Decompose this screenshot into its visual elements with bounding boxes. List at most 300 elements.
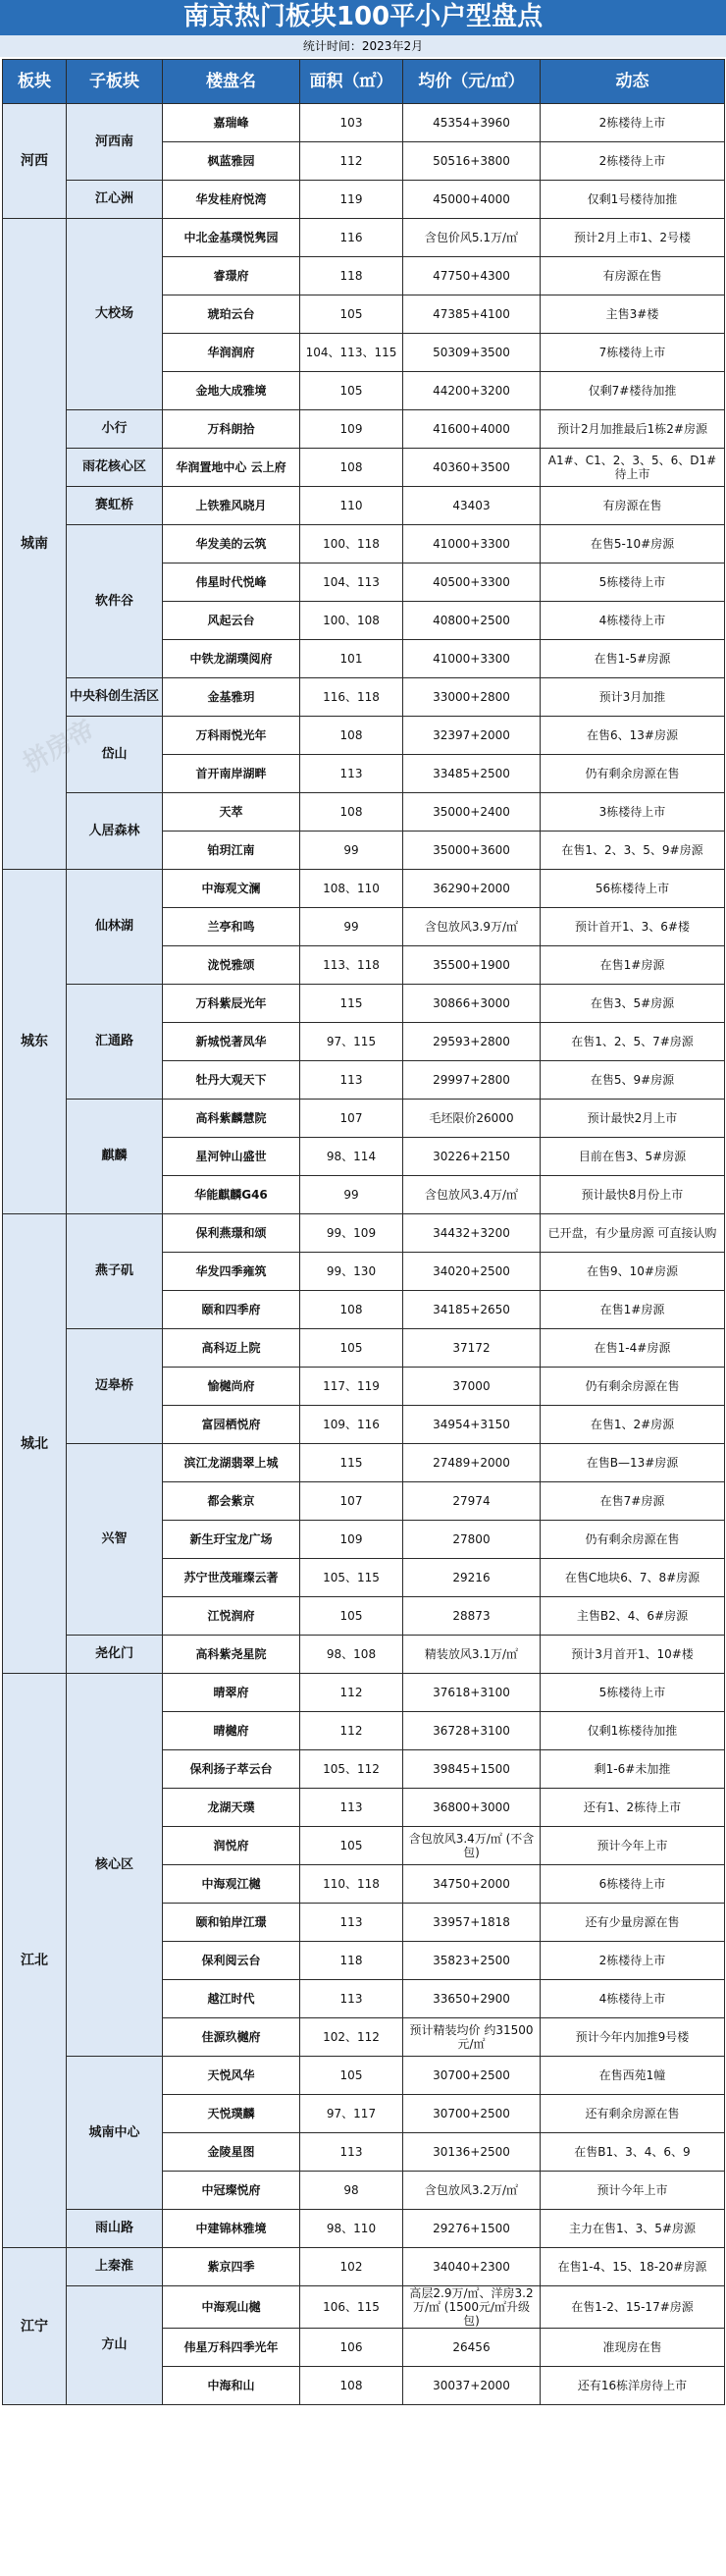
project-cell: 中建锦林雅境 xyxy=(163,2210,300,2248)
area-cell: 98、110 xyxy=(300,2210,403,2248)
news-cell: 预计今年上市 xyxy=(541,2172,725,2210)
news-cell: 2栋楼待上市 xyxy=(541,1942,725,1980)
table-row xyxy=(3,410,725,449)
news-cell: 仅剩7#楼待加推 xyxy=(541,372,725,410)
price-cell: 41600+4000 xyxy=(403,410,541,449)
price-cell: 30037+2000 xyxy=(403,2367,541,2405)
area-cell: 99 xyxy=(300,908,403,946)
project-cell: 江悦润府 xyxy=(163,1597,300,1636)
area-cell: 105 xyxy=(300,2057,403,2095)
news-cell: 预计首开1、3、6#楼 xyxy=(541,908,725,946)
project-cell: 新生玗宝龙广场 xyxy=(163,1521,300,1559)
news-cell: 4栋楼待上市 xyxy=(541,602,725,640)
news-cell: 在售1-4#房源 xyxy=(541,1329,725,1368)
news-cell: 目前在售3、5#房源 xyxy=(541,1138,725,1176)
area-cell: 113 xyxy=(300,1904,403,1942)
price-cell: 含包放风3.4万/㎡ (不含包) xyxy=(403,1827,541,1865)
news-cell: 仍有剩余房源在售 xyxy=(541,1368,725,1406)
news-cell: 7栋楼待上市 xyxy=(541,334,725,372)
area-cell: 113 xyxy=(300,755,403,793)
table-row xyxy=(3,104,725,142)
price-cell: 35823+2500 xyxy=(403,1942,541,1980)
plate-cell: 城东 xyxy=(3,870,67,1214)
project-cell: 华发四季雍筑 xyxy=(163,1253,300,1291)
price-cell: 34185+2650 xyxy=(403,1291,541,1329)
property-table xyxy=(2,59,725,2405)
project-cell: 铂玥江南 xyxy=(163,832,300,870)
table-row xyxy=(3,1100,725,1138)
project-cell: 首开南岸湖畔 xyxy=(163,755,300,793)
area-cell: 98、114 xyxy=(300,1138,403,1176)
project-cell: 天悦风华 xyxy=(163,2057,300,2095)
area-cell: 112 xyxy=(300,1712,403,1750)
news-cell: 在售7#房源 xyxy=(541,1482,725,1521)
area-cell: 99、109 xyxy=(300,1214,403,1253)
news-cell: 还有剩余房源在售 xyxy=(541,2095,725,2133)
price-cell: 29997+2800 xyxy=(403,1061,541,1100)
subplate-cell: 汇通路 xyxy=(67,985,163,1100)
area-cell: 109、116 xyxy=(300,1406,403,1444)
subplate-cell: 城南中心 xyxy=(67,2057,163,2210)
price-cell: 35000+3600 xyxy=(403,832,541,870)
area-cell: 108 xyxy=(300,1291,403,1329)
news-cell: 在售5-10#房源 xyxy=(541,525,725,564)
price-cell: 47385+4100 xyxy=(403,295,541,334)
area-cell: 108 xyxy=(300,2367,403,2405)
price-cell: 33485+2500 xyxy=(403,755,541,793)
subplate-cell: 上秦淮 xyxy=(67,2248,163,2286)
price-cell: 33000+2800 xyxy=(403,678,541,717)
news-cell: A1#、C1、2、3、5、6、D1#待上市 xyxy=(541,449,725,487)
project-cell: 枫蓝雅园 xyxy=(163,142,300,181)
news-cell: 仍有剩余房源在售 xyxy=(541,1521,725,1559)
project-cell: 万科朗拾 xyxy=(163,410,300,449)
news-cell: 在售3、5#房源 xyxy=(541,985,725,1023)
news-cell: 在售1#房源 xyxy=(541,1291,725,1329)
project-cell: 金基雅玥 xyxy=(163,678,300,717)
header-plate: 板块 xyxy=(3,60,67,104)
subplate-cell: 河西南 xyxy=(67,104,163,181)
price-cell: 37618+3100 xyxy=(403,1674,541,1712)
subplate-cell: 方山 xyxy=(67,2286,163,2405)
news-cell: 还有16栋洋房待上市 xyxy=(541,2367,725,2405)
price-cell: 36728+3100 xyxy=(403,1712,541,1750)
news-cell: 已开盘，有少量房源 可直接认购 xyxy=(541,1214,725,1253)
area-cell: 105 xyxy=(300,1597,403,1636)
area-cell: 105、115 xyxy=(300,1559,403,1597)
project-cell: 中北金基璞悦隽园 xyxy=(163,219,300,257)
subplate-cell: 麒麟 xyxy=(67,1100,163,1214)
project-cell: 星河钟山盛世 xyxy=(163,1138,300,1176)
project-cell: 伟星万科四季光年 xyxy=(163,2329,300,2367)
project-cell: 中海观山樾 xyxy=(163,2286,300,2329)
area-cell: 104、113、115 xyxy=(300,334,403,372)
table-row xyxy=(3,793,725,832)
price-cell: 29216 xyxy=(403,1559,541,1597)
project-cell: 中海观江樾 xyxy=(163,1865,300,1904)
price-cell: 50309+3500 xyxy=(403,334,541,372)
project-cell: 华发桂府悦湾 xyxy=(163,181,300,219)
project-cell: 保利阅云台 xyxy=(163,1942,300,1980)
area-cell: 108 xyxy=(300,449,403,487)
news-cell: 在售9、10#房源 xyxy=(541,1253,725,1291)
project-cell: 兰亭和鸣 xyxy=(163,908,300,946)
price-cell: 37172 xyxy=(403,1329,541,1368)
header-subplate: 子板块 xyxy=(67,60,163,104)
area-cell: 116 xyxy=(300,219,403,257)
area-cell: 110 xyxy=(300,487,403,525)
project-cell: 苏宁世茂璀璨云著 xyxy=(163,1559,300,1597)
area-cell: 110、118 xyxy=(300,1865,403,1904)
area-cell: 99、130 xyxy=(300,1253,403,1291)
price-cell: 40360+3500 xyxy=(403,449,541,487)
subplate-cell: 小行 xyxy=(67,410,163,449)
news-cell: 在售6、13#房源 xyxy=(541,717,725,755)
project-cell: 嘉瑞峰 xyxy=(163,104,300,142)
table-row xyxy=(3,1674,725,1712)
project-cell: 颐和铂岸江璟 xyxy=(163,1904,300,1942)
plate-cell: 江北 xyxy=(3,1674,67,2248)
area-cell: 108、110 xyxy=(300,870,403,908)
area-cell: 106、115 xyxy=(300,2286,403,2329)
area-cell: 105 xyxy=(300,1827,403,1865)
price-cell: 27489+2000 xyxy=(403,1444,541,1482)
price-cell: 33957+1818 xyxy=(403,1904,541,1942)
header-news: 动态 xyxy=(541,60,725,104)
table-row xyxy=(3,449,725,487)
project-cell: 金地大成雅境 xyxy=(163,372,300,410)
news-cell: 3栋楼待上市 xyxy=(541,793,725,832)
area-cell: 119 xyxy=(300,181,403,219)
project-cell: 保利扬子萃云台 xyxy=(163,1750,300,1789)
project-cell: 中冠璨悦府 xyxy=(163,2172,300,2210)
subplate-cell: 江心洲 xyxy=(67,181,163,219)
area-cell: 113 xyxy=(300,1980,403,2018)
news-cell: 预计2月上市1、2号楼 xyxy=(541,219,725,257)
area-cell: 118 xyxy=(300,257,403,295)
news-cell: 剩1-6#未加推 xyxy=(541,1750,725,1789)
price-cell: 27974 xyxy=(403,1482,541,1521)
price-cell: 29593+2800 xyxy=(403,1023,541,1061)
header-price: 均价（元/㎡） xyxy=(403,60,541,104)
news-cell: 在售B—13#房源 xyxy=(541,1444,725,1482)
project-cell: 中海观文澜 xyxy=(163,870,300,908)
news-cell: 2栋楼待上市 xyxy=(541,142,725,181)
project-cell: 华润置地中心 云上府 xyxy=(163,449,300,487)
area-cell: 106 xyxy=(300,2329,403,2367)
subplate-cell: 仙林湖 xyxy=(67,870,163,985)
area-cell: 107 xyxy=(300,1482,403,1521)
news-cell: 有房源在售 xyxy=(541,487,725,525)
area-cell: 108 xyxy=(300,793,403,832)
area-cell: 112 xyxy=(300,142,403,181)
news-cell: 2栋楼待上市 xyxy=(541,104,725,142)
news-cell: 在售1-2、15-17#房源 xyxy=(541,2286,725,2329)
news-cell: 仍有剩余房源在售 xyxy=(541,755,725,793)
table-row xyxy=(3,870,725,908)
price-cell: 30700+2500 xyxy=(403,2095,541,2133)
project-cell: 保利燕璟和颂 xyxy=(163,1214,300,1253)
price-cell: 41000+3300 xyxy=(403,525,541,564)
area-cell: 99 xyxy=(300,832,403,870)
project-cell: 万科雨悦光年 xyxy=(163,717,300,755)
price-cell: 含包放风3.4万/㎡ xyxy=(403,1176,541,1214)
price-cell: 47750+4300 xyxy=(403,257,541,295)
project-cell: 高科紫尧星院 xyxy=(163,1636,300,1674)
stat-date: 统计时间：2023年2月 xyxy=(0,35,726,57)
news-cell: 预计最快2月上市 xyxy=(541,1100,725,1138)
area-cell: 105 xyxy=(300,372,403,410)
table-row xyxy=(3,2210,725,2248)
price-cell: 39845+1500 xyxy=(403,1750,541,1789)
price-cell: 30136+2500 xyxy=(403,2133,541,2172)
project-cell: 颐和四季府 xyxy=(163,1291,300,1329)
price-cell: 34954+3150 xyxy=(403,1406,541,1444)
news-cell: 在售5、9#房源 xyxy=(541,1061,725,1100)
project-cell: 牡丹大观天下 xyxy=(163,1061,300,1100)
area-cell: 102 xyxy=(300,2248,403,2286)
news-cell: 在售1-4、15、18-20#房源 xyxy=(541,2248,725,2286)
area-cell: 113 xyxy=(300,1061,403,1100)
news-cell: 在售1、2、3、5、9#房源 xyxy=(541,832,725,870)
price-cell: 43403 xyxy=(403,487,541,525)
news-cell: 预计3月加推 xyxy=(541,678,725,717)
area-cell: 99 xyxy=(300,1176,403,1214)
table-row xyxy=(3,985,725,1023)
area-cell: 113、118 xyxy=(300,946,403,985)
news-cell: 5栋楼待上市 xyxy=(541,564,725,602)
table-row xyxy=(3,487,725,525)
news-cell: 在售C地块6、7、8#房源 xyxy=(541,1559,725,1597)
price-cell: 预计精装均价 约31500元/㎡ xyxy=(403,2018,541,2057)
project-cell: 天悦璞麟 xyxy=(163,2095,300,2133)
project-cell: 琥珀云台 xyxy=(163,295,300,334)
area-cell: 100、118 xyxy=(300,525,403,564)
area-cell: 98 xyxy=(300,2172,403,2210)
price-cell: 32397+2000 xyxy=(403,717,541,755)
price-cell: 37000 xyxy=(403,1368,541,1406)
news-cell: 有房源在售 xyxy=(541,257,725,295)
subplate-cell: 中央科创生活区 xyxy=(67,678,163,717)
area-cell: 117、119 xyxy=(300,1368,403,1406)
price-cell: 45354+3960 xyxy=(403,104,541,142)
area-cell: 115 xyxy=(300,1444,403,1482)
area-cell: 113 xyxy=(300,1789,403,1827)
price-cell: 含包放风3.2万/㎡ xyxy=(403,2172,541,2210)
area-cell: 113 xyxy=(300,2133,403,2172)
area-cell: 103 xyxy=(300,104,403,142)
area-cell: 109 xyxy=(300,1521,403,1559)
price-cell: 44200+3200 xyxy=(403,372,541,410)
news-cell: 6栋楼待上市 xyxy=(541,1865,725,1904)
news-cell: 准现房在售 xyxy=(541,2329,725,2367)
area-cell: 100、108 xyxy=(300,602,403,640)
price-cell: 27800 xyxy=(403,1521,541,1559)
price-cell: 29276+1500 xyxy=(403,2210,541,2248)
price-cell: 含包价风5.1万/㎡ xyxy=(403,219,541,257)
project-cell: 天萃 xyxy=(163,793,300,832)
area-cell: 105 xyxy=(300,1329,403,1368)
news-cell: 在售B1、3、4、6、9 xyxy=(541,2133,725,2172)
news-cell: 56栋楼待上市 xyxy=(541,870,725,908)
header-project: 楼盘名 xyxy=(163,60,300,104)
subplate-cell: 岱山 xyxy=(67,717,163,793)
price-cell: 34432+3200 xyxy=(403,1214,541,1253)
project-cell: 紫京四季 xyxy=(163,2248,300,2286)
area-cell: 115 xyxy=(300,985,403,1023)
header-area: 面积（㎡） xyxy=(300,60,403,104)
price-cell: 34750+2000 xyxy=(403,1865,541,1904)
price-cell: 精装放风3.1万/㎡ xyxy=(403,1636,541,1674)
project-cell: 佳源玖樾府 xyxy=(163,2018,300,2057)
plate-cell: 城北 xyxy=(3,1214,67,1674)
area-cell: 116、118 xyxy=(300,678,403,717)
page-title: 南京热门板块100平小户型盘点 xyxy=(0,0,726,35)
header xyxy=(0,0,726,53)
table-row xyxy=(3,2286,725,2329)
table-row xyxy=(3,678,725,717)
price-cell: 33650+2900 xyxy=(403,1980,541,2018)
area-cell: 98、108 xyxy=(300,1636,403,1674)
price-cell: 30866+3000 xyxy=(403,985,541,1023)
subplate-cell: 迈皋桥 xyxy=(67,1329,163,1444)
plate-cell: 河西 xyxy=(3,104,67,219)
news-cell: 在售西苑1幢 xyxy=(541,2057,725,2095)
area-cell: 109 xyxy=(300,410,403,449)
project-cell: 华润润府 xyxy=(163,334,300,372)
news-cell: 4栋楼待上市 xyxy=(541,1980,725,2018)
price-cell: 50516+3800 xyxy=(403,142,541,181)
area-cell: 118 xyxy=(300,1942,403,1980)
project-cell: 滨江龙湖翡翠上城 xyxy=(163,1444,300,1482)
project-cell: 泷悦雅颂 xyxy=(163,946,300,985)
price-cell: 28873 xyxy=(403,1597,541,1636)
project-cell: 风起云台 xyxy=(163,602,300,640)
project-cell: 伟星时代悦峰 xyxy=(163,564,300,602)
subplate-cell: 软件谷 xyxy=(67,525,163,678)
subplate-cell: 核心区 xyxy=(67,1674,163,2057)
project-cell: 越江时代 xyxy=(163,1980,300,2018)
news-cell: 仅剩1号楼待加推 xyxy=(541,181,725,219)
subplate-cell: 雨花核心区 xyxy=(67,449,163,487)
news-cell: 5栋楼待上市 xyxy=(541,1674,725,1712)
price-cell: 30700+2500 xyxy=(403,2057,541,2095)
price-cell: 30226+2150 xyxy=(403,1138,541,1176)
price-cell: 36800+3000 xyxy=(403,1789,541,1827)
news-cell: 仅剩1栋楼待加推 xyxy=(541,1712,725,1750)
table-row xyxy=(3,181,725,219)
project-cell: 富园栖悦府 xyxy=(163,1406,300,1444)
plate-cell: 江宁 xyxy=(3,2248,67,2405)
news-cell: 主售3#楼 xyxy=(541,295,725,334)
project-cell: 晴樾府 xyxy=(163,1712,300,1750)
news-cell: 预计今年内加推9号楼 xyxy=(541,2018,725,2057)
project-cell: 高科迈上院 xyxy=(163,1329,300,1368)
news-cell: 在售1、2、5、7#房源 xyxy=(541,1023,725,1061)
project-cell: 万科紫辰光年 xyxy=(163,985,300,1023)
project-cell: 高科紫麟慧院 xyxy=(163,1100,300,1138)
table-row xyxy=(3,525,725,564)
area-cell: 101 xyxy=(300,640,403,678)
price-cell: 35000+2400 xyxy=(403,793,541,832)
subplate-cell: 大校场 xyxy=(67,219,163,410)
area-cell: 102、112 xyxy=(300,2018,403,2057)
project-cell: 华发美的云筑 xyxy=(163,525,300,564)
project-cell: 润悦府 xyxy=(163,1827,300,1865)
news-cell: 在售1#房源 xyxy=(541,946,725,985)
table-row xyxy=(3,1636,725,1674)
project-cell: 华能麒麟G46 xyxy=(163,1176,300,1214)
subplate-cell: 尧化门 xyxy=(67,1636,163,1674)
price-cell: 含包放风3.9万/㎡ xyxy=(403,908,541,946)
news-cell: 在售1-5#房源 xyxy=(541,640,725,678)
area-cell: 105、112 xyxy=(300,1750,403,1789)
news-cell: 主力在售1、3、5#房源 xyxy=(541,2210,725,2248)
price-cell: 40500+3300 xyxy=(403,564,541,602)
news-cell: 还有少量房源在售 xyxy=(541,1904,725,1942)
price-cell: 34020+2500 xyxy=(403,1253,541,1291)
area-cell: 108 xyxy=(300,717,403,755)
project-cell: 愉樾尚府 xyxy=(163,1368,300,1406)
price-cell: 35500+1900 xyxy=(403,946,541,985)
area-cell: 104、113 xyxy=(300,564,403,602)
table-row xyxy=(3,219,725,257)
price-cell: 34040+2300 xyxy=(403,2248,541,2286)
news-cell: 在售1、2#房源 xyxy=(541,1406,725,1444)
project-cell: 都会紫京 xyxy=(163,1482,300,1521)
subplate-cell: 人居森林 xyxy=(67,793,163,870)
price-cell: 毛坯限价26000 xyxy=(403,1100,541,1138)
price-cell: 26456 xyxy=(403,2329,541,2367)
table-row xyxy=(3,2057,725,2095)
subplate-cell: 兴智 xyxy=(67,1444,163,1636)
price-cell: 40800+2500 xyxy=(403,602,541,640)
area-cell: 97、117 xyxy=(300,2095,403,2133)
area-cell: 107 xyxy=(300,1100,403,1138)
news-cell: 还有1、2栋待上市 xyxy=(541,1789,725,1827)
plate-cell: 城南 xyxy=(3,219,67,870)
project-cell: 中海和山 xyxy=(163,2367,300,2405)
subplate-cell: 燕子矶 xyxy=(67,1214,163,1329)
project-cell: 金陵星图 xyxy=(163,2133,300,2172)
table-row xyxy=(3,1214,725,1253)
news-cell: 预计3月首开1、10#楼 xyxy=(541,1636,725,1674)
table-row xyxy=(3,1444,725,1482)
project-cell: 晴翠府 xyxy=(163,1674,300,1712)
table-row xyxy=(3,2248,725,2286)
project-cell: 新城悦著凤华 xyxy=(163,1023,300,1061)
project-cell: 睿璟府 xyxy=(163,257,300,295)
price-cell: 36290+2000 xyxy=(403,870,541,908)
table-header-row xyxy=(3,60,725,104)
project-cell: 龙湖天璞 xyxy=(163,1789,300,1827)
area-cell: 105 xyxy=(300,295,403,334)
price-cell: 45000+4000 xyxy=(403,181,541,219)
area-cell: 97、115 xyxy=(300,1023,403,1061)
price-cell: 41000+3300 xyxy=(403,640,541,678)
price-cell: 高层2.9万/㎡、洋房3.2万/㎡ (1500元/㎡升级包) xyxy=(403,2286,541,2329)
table-row xyxy=(3,1329,725,1368)
news-cell: 预计2月加推最后1栋2#房源 xyxy=(541,410,725,449)
project-cell: 中铁龙湖璞阅府 xyxy=(163,640,300,678)
subplate-cell: 赛虹桥 xyxy=(67,487,163,525)
news-cell: 预计最快8月份上市 xyxy=(541,1176,725,1214)
project-cell: 上铁雅风晓月 xyxy=(163,487,300,525)
subplate-cell: 雨山路 xyxy=(67,2210,163,2248)
area-cell: 112 xyxy=(300,1674,403,1712)
news-cell: 主售B2、4、6#房源 xyxy=(541,1597,725,1636)
news-cell: 预计今年上市 xyxy=(541,1827,725,1865)
